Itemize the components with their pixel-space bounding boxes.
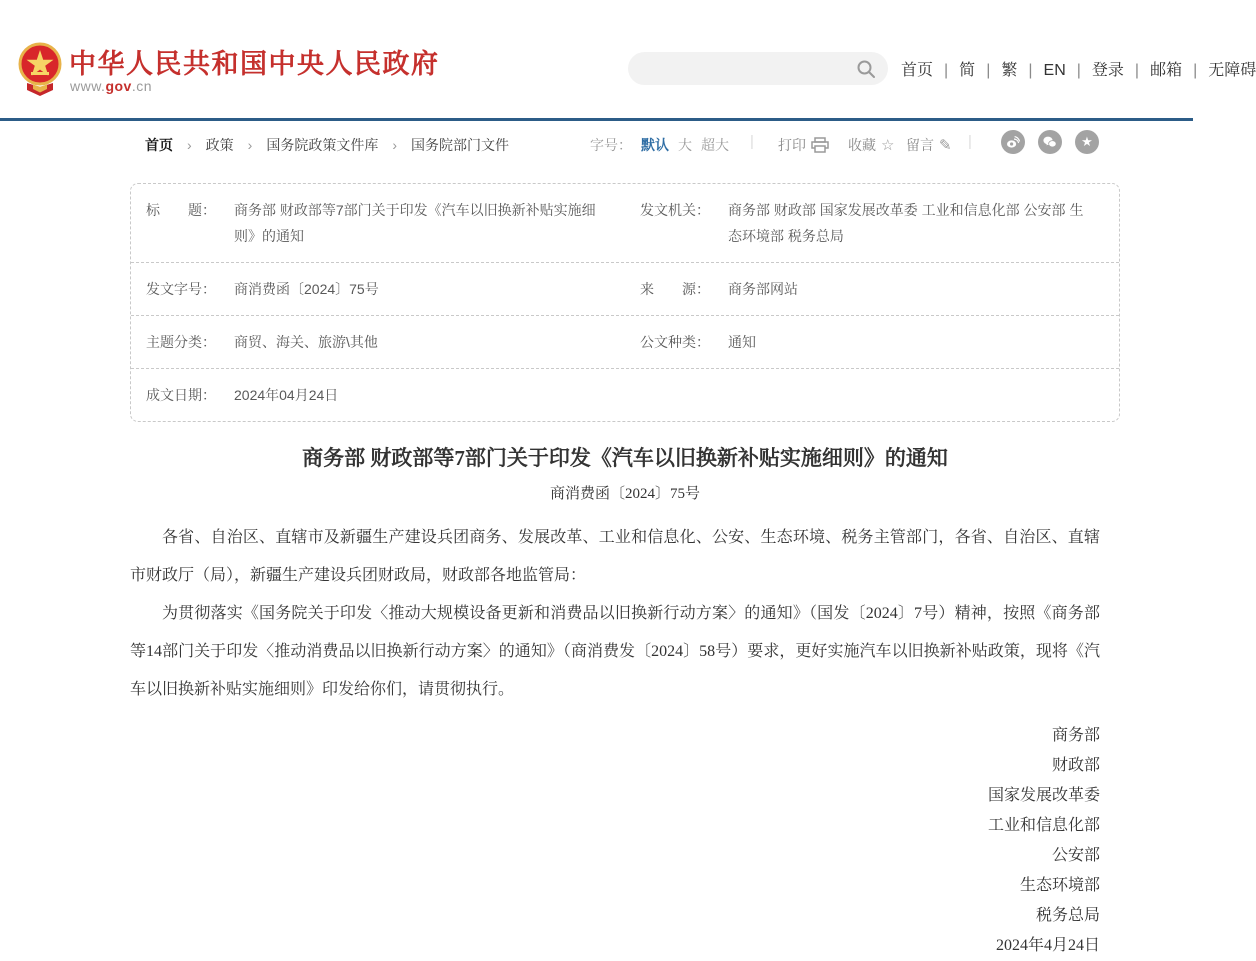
signer: 生态环境部 <box>1019 877 1100 894</box>
site-url-cn: .cn <box>131 78 153 94</box>
meta-issuer-value: 商务部 财政部 国家发展改革委 工业和信息化部 公安部 生态环境部 税务总局 <box>728 202 1084 244</box>
top-navigation <box>901 57 1256 80</box>
signer: 公安部 <box>1051 847 1100 864</box>
meta-number-value: 商消费函〔2024〕75号 <box>234 281 379 297</box>
comment-label: 留言 <box>906 137 934 153</box>
nav-mail[interactable]: | 邮箱 <box>1124 62 1182 79</box>
meta-source-label: 来 源： <box>640 281 710 297</box>
meta-number-cell <box>131 276 625 302</box>
breadcrumb <box>145 135 509 155</box>
meta-title-value: 商务部 财政部等7部门关于印发《汽车以旧换新补贴实施细则》的通知 <box>234 202 596 244</box>
meta-type-label: 公文种类： <box>640 334 710 350</box>
toolbar-separator: | <box>968 133 972 150</box>
font-size-default[interactable]: 默认 <box>641 137 669 153</box>
paragraph: 为贯彻落实《国务院关于印发〈推动大规模设备更新和消费品以旧换新行动方案〉的通知》（国发〔2024〕7号）精神，按照《商务部等14部门关于印发〈推动消费品以旧换新行动方案〉的通知》（商消费发〔2024〕58号）要求，更好实施汽车以旧换新补贴政策，现将《汽车以旧换新补贴实施细则》印发给你们，请贯彻执行。 <box>130 605 1100 698</box>
signer: 财政部 <box>1051 757 1100 774</box>
meta-topic-value: 商贸、海关、旅游\其他 <box>234 334 378 350</box>
font-size-xlarge[interactable]: 超大 <box>701 137 729 153</box>
document-article <box>0 444 1193 961</box>
meta-row-date <box>131 369 1119 421</box>
print-button[interactable] <box>778 135 829 155</box>
print-label: 打印 <box>778 137 806 153</box>
meta-type-cell <box>625 329 1119 355</box>
site-url <box>70 78 152 94</box>
comment-button[interactable] <box>906 135 952 155</box>
site-url-gov: gov <box>105 78 132 94</box>
paragraph: 各省、自治区、直辖市及新疆生产建设兵团商务、发展改革、工业和信息化、公安、生态环境、税务主管部门，各省、自治区、直辖市财政厅（局），新疆生产建设兵团财政局，财政部各地监管局： <box>130 529 1100 584</box>
national-emblem-icon <box>19 40 61 96</box>
meta-source-value: 商务部网站 <box>728 281 798 297</box>
breadcrumb-home[interactable]: 首页 <box>145 137 173 153</box>
meta-empty-cell <box>625 382 1119 408</box>
breadcrumb-department-docs[interactable]: › 国务院部门文件 <box>378 137 509 153</box>
search-input[interactable] <box>628 61 856 77</box>
favorite-label: 收藏 <box>848 137 876 153</box>
meta-row-topic-type <box>131 316 1119 369</box>
meta-title-cell <box>131 197 625 249</box>
search-icon[interactable] <box>856 59 876 79</box>
breadcrumb-policy[interactable]: › 政策 <box>173 137 234 153</box>
font-size-large[interactable]: 大 <box>678 137 692 153</box>
pencil-icon: ✎ <box>939 137 952 154</box>
meta-type-value: 通知 <box>728 334 756 350</box>
favorite-button[interactable] <box>848 135 894 155</box>
signer: 商务部 <box>1051 727 1100 744</box>
meta-topic-label: 主题分类： <box>146 334 216 350</box>
printer-icon <box>811 137 829 153</box>
signature-block <box>130 721 1100 961</box>
search-box <box>628 52 888 85</box>
document-number: 商消费函〔2024〕75号 <box>549 486 700 502</box>
nav-english[interactable]: | EN <box>1017 62 1065 79</box>
signer: 工业和信息化部 <box>987 817 1100 834</box>
site-url-www: www. <box>70 78 106 94</box>
document-title: 商务部 财政部等7部门关于印发《汽车以旧换新补贴实施细则》的通知 <box>302 446 948 470</box>
meta-issuer-label: 发文机关： <box>640 202 710 218</box>
nav-login[interactable]: | 登录 <box>1066 62 1124 79</box>
article-toolbar <box>0 121 1193 181</box>
meta-source-cell <box>625 276 1119 302</box>
nav-home[interactable]: 首页 <box>901 62 934 79</box>
wechat-share-icon[interactable] <box>1038 130 1062 154</box>
meta-issuer-cell <box>625 197 1119 249</box>
nav-simplified[interactable]: | 简 <box>933 62 975 79</box>
star-icon: ☆ <box>881 137 895 154</box>
meta-date-label: 成文日期： <box>146 387 216 403</box>
signer: 国家发展改革委 <box>987 787 1100 804</box>
qzone-share-icon[interactable]: ★ <box>1075 130 1099 154</box>
weibo-share-icon[interactable] <box>1001 130 1025 154</box>
signature-date: 2024年4月24日 <box>995 937 1100 954</box>
meta-row-title-issuer <box>131 184 1119 263</box>
meta-title-label: 标 题： <box>146 202 216 218</box>
font-size-label: 字号： <box>590 137 632 153</box>
meta-date-cell <box>131 382 625 408</box>
meta-date-value: 2024年04月24日 <box>234 387 339 403</box>
meta-topic-cell <box>131 329 625 355</box>
nav-traditional[interactable]: | 繁 <box>975 62 1017 79</box>
nav-accessibility[interactable]: | 无障碍 <box>1182 62 1256 79</box>
font-size-control <box>590 135 729 155</box>
breadcrumb-policy-library[interactable]: › 国务院政策文件库 <box>234 137 379 153</box>
site-title: 中华人民共和国中央人民政府 <box>69 49 440 79</box>
site-header <box>0 0 1256 118</box>
document-meta-table <box>130 183 1120 422</box>
toolbar-separator: | <box>750 133 754 150</box>
meta-row-number-source <box>131 263 1119 316</box>
document-body <box>130 519 1100 709</box>
meta-number-label: 发文字号： <box>146 281 216 297</box>
signer: 税务总局 <box>1035 907 1100 924</box>
